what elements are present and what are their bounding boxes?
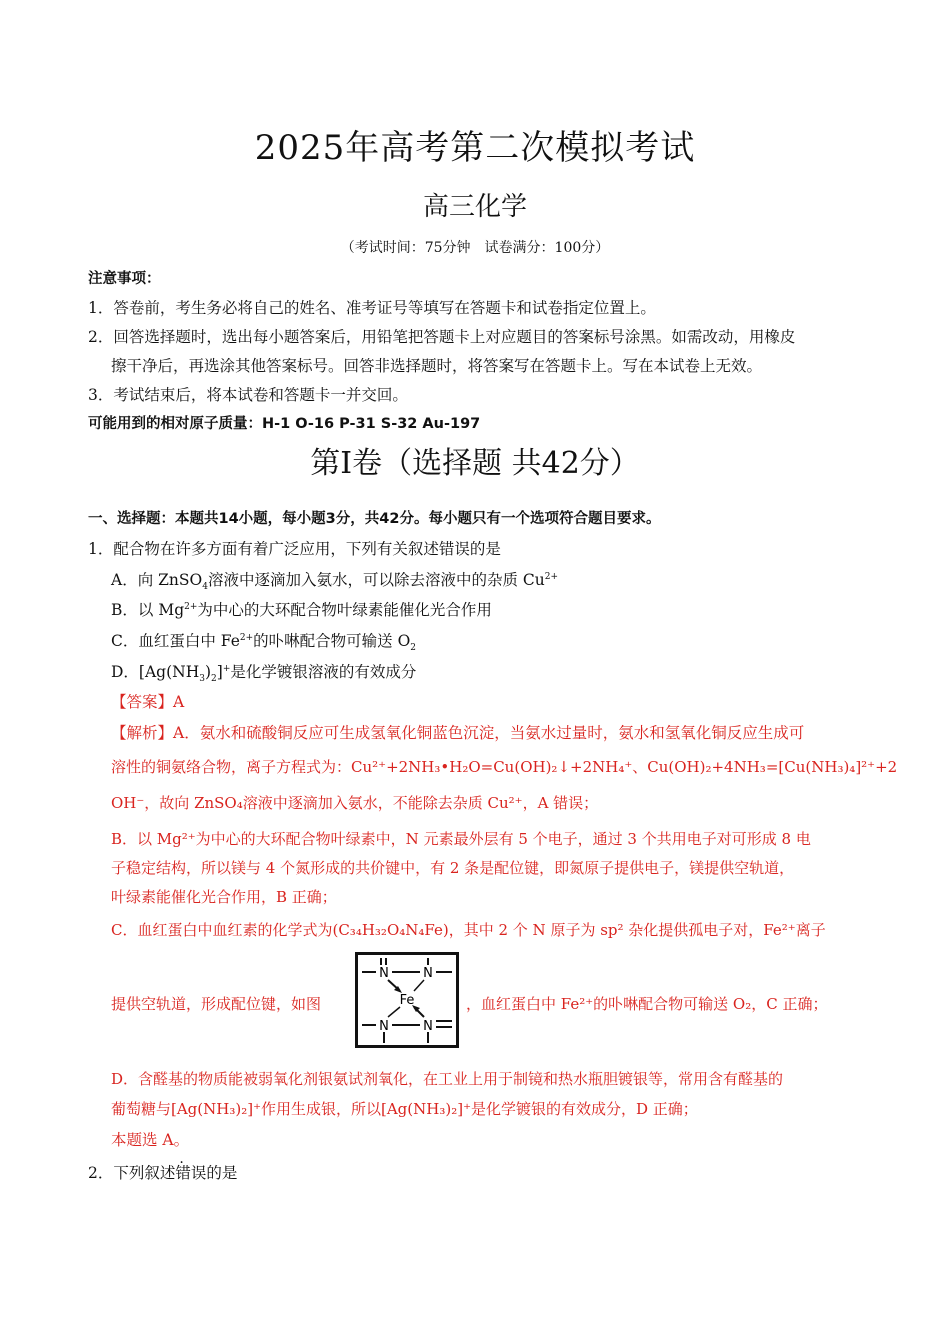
q2-stem-text2: 的是 bbox=[206, 1164, 238, 1182]
notice-item-2: 2．回答选择题时，选出每小题答案后，用铅笔把答题卡上对应题目的答案标号涂黑。如需改动，用橡皮 bbox=[88, 328, 796, 346]
section-title: 第Ⅰ卷（选择题 共42分） bbox=[310, 446, 640, 481]
q1-explanation-a3: OH⁻，故向 ZnSO₄溶液中逐滴加入氨水，不能除去杂质 Cu²⁺，A 错误； bbox=[111, 794, 599, 812]
q1-explanation-b3: 叶绿素能催化光合作用，B 正确； bbox=[111, 888, 337, 906]
q1-option-d bbox=[111, 661, 891, 683]
notice-heading: 注意事项： bbox=[88, 271, 161, 287]
notice-item-3: 3．考试结束后，将本试卷和答题卡一并交回。 bbox=[88, 386, 408, 404]
q1-option-d-text: D．[Ag(NH bbox=[111, 663, 200, 681]
q1-explanation-b2: 子稳定结构，所以镁与 4 个氮形成的共价键中，有 2 条是配位键，即氮原子提供电子，镁提供空轨道， bbox=[111, 859, 795, 877]
exam-title: 2025年高考第二次模拟考试 bbox=[254, 128, 696, 168]
q1-option-a bbox=[111, 569, 891, 591]
q1-option-a-sup: 2+ bbox=[544, 571, 558, 582]
q1-option-c bbox=[111, 630, 891, 652]
q1-explanation-d2: 葡萄糖与[Ag(NH₃)₂]⁺作用生成银，所以[Ag(NH₃)₂]⁺是化学镀银的有效成分，D 正确； bbox=[111, 1100, 698, 1118]
q1-option-c-text: C．血红蛋白中 Fe bbox=[111, 632, 240, 650]
q1-option-c-sub: 2 bbox=[410, 643, 417, 654]
q1-option-a-text: A．向 ZnSO bbox=[111, 571, 203, 589]
struct-n2: N bbox=[423, 966, 433, 981]
q1-explanation-a1 bbox=[111, 722, 891, 744]
q1-option-b-text: B．以 Mg bbox=[111, 601, 185, 619]
exam-meta: （考试时间：75分钟 试卷满分：100分） bbox=[340, 240, 610, 256]
q1-option-d-sub1: 3 bbox=[199, 674, 205, 685]
struct-n1: N bbox=[379, 966, 389, 981]
notice-item-1: 1．答卷前，考生务必将自己的姓名、准考证号等填写在答题卡和试卷指定位置上。 bbox=[88, 299, 656, 317]
q1-explanation-d1: D．含醛基的物质能被弱氧化剂银氨试剂氧化，在工业上用于制镜和热水瓶胆镀银等，常用含有醛基的 bbox=[111, 1070, 784, 1088]
q1-option-d-text2: 是化学镀银溶液的有效成分 bbox=[230, 663, 417, 681]
q2-stem-emphasis: 错误 bbox=[175, 1164, 207, 1182]
q1-option-d-bracket: ] bbox=[216, 663, 223, 681]
exam-subtitle: 高三化学 bbox=[422, 192, 527, 222]
q1-stem: 1．配合物在许多方面有着广泛应用，下列有关叙述错误的是 bbox=[88, 540, 501, 558]
q1-conclusion: 本题选 A。 bbox=[111, 1131, 190, 1149]
q1-explanation-c2a: 提供空轨道，形成配位键，如图 bbox=[111, 995, 322, 1013]
q1-option-b bbox=[111, 599, 891, 621]
heme-structure-svg bbox=[358, 955, 456, 1045]
q1-option-b-text2: 为中心的大环配合物叶绿素能催化光合作用 bbox=[197, 601, 492, 619]
explanation-a1-text: A．氨水和硫酸铜反应可生成氢氧化铜蓝色沉淀，当氨水过量时，氨水和氢氧化铜反应生成可 bbox=[173, 724, 805, 742]
q1-option-a-text2: 溶液中逐滴加入氨水，可以除去溶液中的杂质 Cu bbox=[207, 571, 545, 589]
q1-explanation-c1: C．血红蛋白中血红素的化学式为(C₃₄H₃₂O₄N₄Fe)，其中 2 个 N 原子为 sp² 杂化提供孤电子对，Fe²⁺离子 bbox=[111, 921, 826, 939]
notice-item-2-cont: 擦干净后，再选涂其他答案标号。回答非选择题时，将答案写在答题卡上。写在本试卷上无效。 bbox=[111, 357, 763, 375]
q1-explanation-c2b: ，血红蛋白中 Fe²⁺的卟啉配合物可输送 O₂，C 正确； bbox=[466, 995, 828, 1013]
q1-option-c-text2: 的卟啉配合物可输送 O bbox=[253, 632, 411, 650]
q1-explanation-b1: B．以 Mg²⁺为中心的大环配合物叶绿素中，N 元素最外层有 5 个电子，通过 3 个共用电子对可形成 8 电 bbox=[111, 830, 811, 848]
q1-option-d-sub2: 2 bbox=[211, 674, 217, 685]
q1-option-c-sup: 2+ bbox=[239, 632, 254, 643]
struct-n4: N bbox=[423, 1019, 433, 1034]
struct-n3: N bbox=[379, 1019, 389, 1034]
explanation-label: 【解析】 bbox=[111, 724, 174, 742]
struct-fe: Fe bbox=[399, 993, 415, 1008]
q1-explanation-a2: 溶性的铜氨络合物，离子方程式为：Cu²⁺+2NH₃•H₂O=Cu(OH)₂↓+2NH₄⁺、Cu(OH)₂+4NH₃=[Cu(NH₃)₄]²⁺+2 bbox=[111, 758, 898, 776]
section-instruction: 一、选择题：本题共14小题，每小题3分，共42分。每小题只有一个选项符合题目要求。 bbox=[88, 511, 661, 527]
q1-option-d-paren: ) bbox=[204, 663, 212, 681]
atomic-mass: 可能用到的相对原子质量：H-1 O-16 P-31 S-32 Au-197 bbox=[88, 416, 481, 432]
q2-stem-text: 2．下列叙述 bbox=[88, 1164, 176, 1182]
q1-option-a-sub: 4 bbox=[202, 582, 208, 593]
q1-option-b-sup: 2+ bbox=[184, 601, 198, 612]
q1-option-d-sup: + bbox=[222, 663, 231, 674]
q2-stem bbox=[88, 1162, 868, 1184]
heme-structure-figure bbox=[355, 952, 459, 1048]
q1-answer: 【答案】A bbox=[111, 693, 185, 711]
